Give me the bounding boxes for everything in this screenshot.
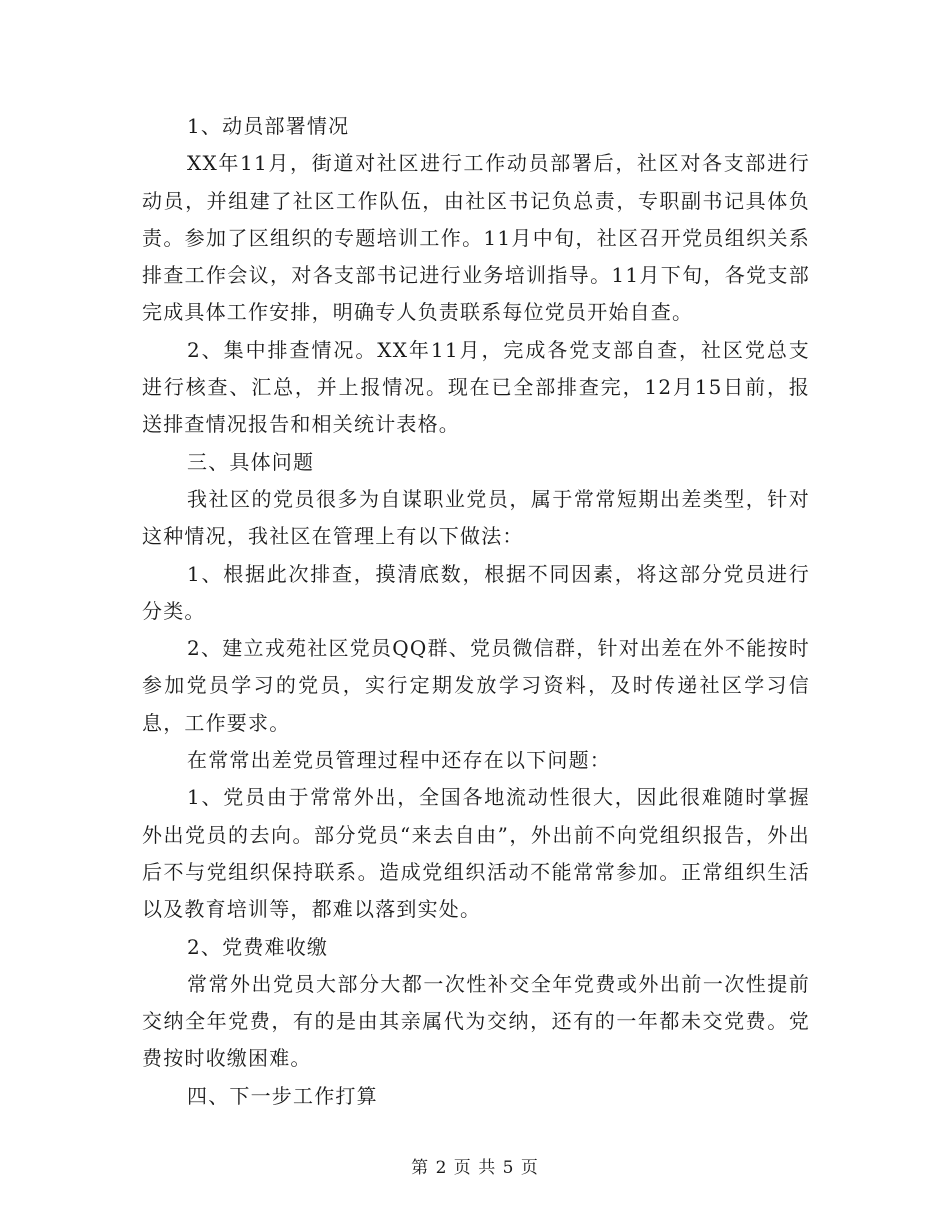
paragraph-dues-heading: 2、党费难收缴 [187, 934, 329, 959]
paragraph-centralized-check: 2、集中排查情况。XX年11月，完成各党支部自查，社区党总支进行核查、汇总，并上报情况。现在已全部排查完，12月15日前，报送排查情况报告和相关统计表格。 [142, 337, 810, 437]
section-heading-specific-problems: 三、具体问题 [187, 449, 315, 474]
paragraph-mobility-problem: 1、党员由于常常外出，全国各地流动性很大，因此很难随时掌握外出党员的去向。部分党员“来去自由”，外出前不向党组织报告，外出后不与党组织保持联系。造成党组织活动不能常常参加。正常组织生活以及教育培训等，都难以落到实处。 [142, 785, 810, 922]
paragraph-classification: 1、根据此次排查，摸清底数，根据不同因素，将这部分党员进行分类。 [142, 561, 810, 623]
paragraph-dues-details: 常常外出党员大部分大都一次性补交全年党费或外出前一次性提前交纳全年党费，有的是由其亲属代为交纳，还有的一年都未交党费。党费按时收缴困难。 [142, 971, 810, 1071]
section-heading-next-steps: 四、下一步工作打算 [187, 1083, 378, 1108]
paragraph-problem-intro: 我社区的党员很多为自谋职业党员，属于常常短期出差类型，针对这种情况，我社区在管理上有以下做法： [142, 486, 810, 549]
document-body [142, 108, 810, 1115]
paragraph-remaining-problems: 在常常出差党员管理过程中还存在以下问题： [187, 748, 611, 773]
page-number-footer: 第 2 页 共 5 页 [411, 1158, 539, 1178]
paragraph-mobilization-heading: 1、动员部署情况 [187, 114, 350, 138]
paragraph-qq-wechat-groups: 2、建立戎苑社区党员QQ群、党员微信群，针对出差在外不能按时参加党员学习的党员，实行定期发放学习资料，及时传递社区学习信息，工作要求。 [142, 636, 810, 735]
paragraph-mobilization-details: XX年11月，街道对社区进行工作动员部署后，社区对各支部进行动员，并组建了社区工作队伍，由社区书记负总责，专职副书记具体负责。参加了区组织的专题培训工作。11月中旬，社区召开党员组织关系排查工作会议，对各支部书记进行业务培训指导。11月下旬，各党支部完成具体工作安排，明确专人负责联系每位党员开始自查。 [142, 151, 810, 325]
